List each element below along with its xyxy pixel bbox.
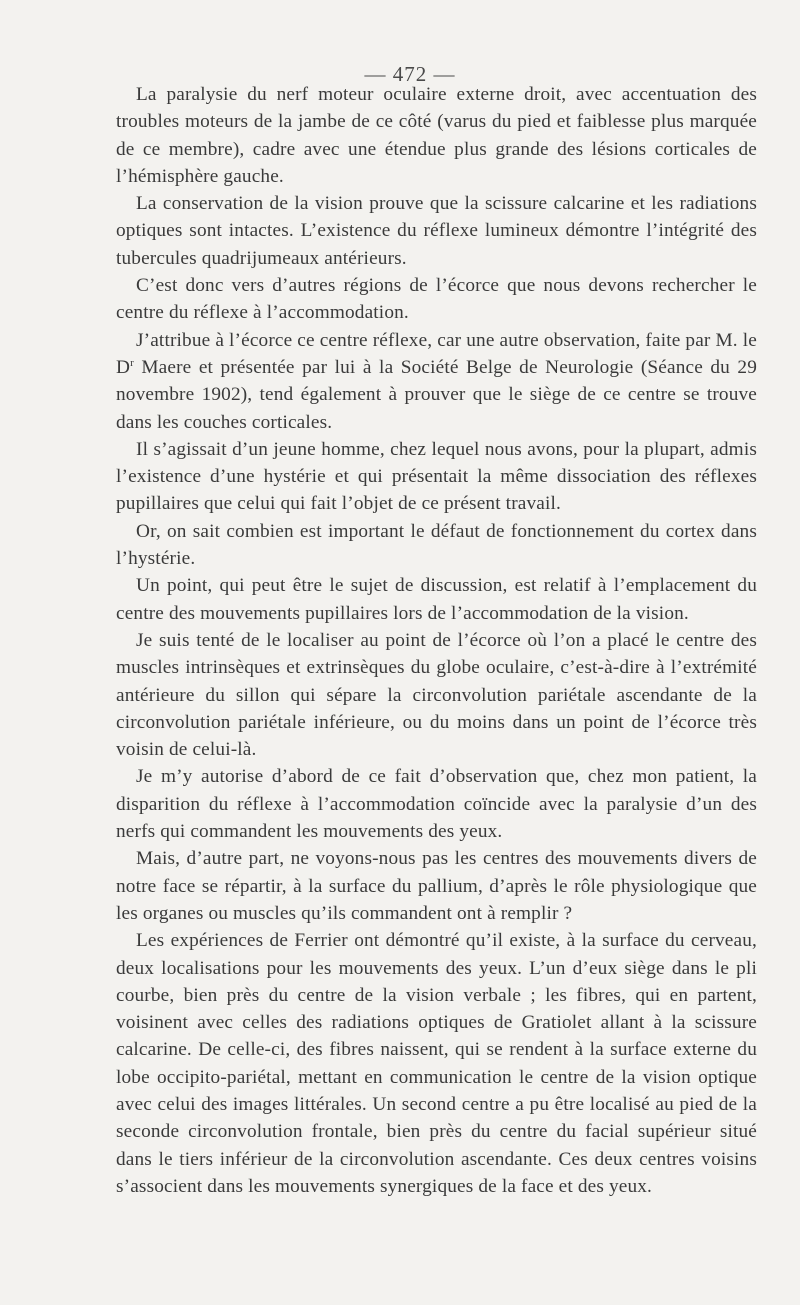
paragraph: Un point, qui peut être le sujet de discussion, est relatif à l’emplacement du centre des mouvements pupillaires lors de l’accommodation de la vision. <box>116 575 757 624</box>
paragraph: Mais, d’autre part, ne voyons-nous pas les centres des mouvements divers de notre face se répartir, à la surface du pallium, d’après le rôle physiologique que les organes ou muscles qu’ils commandent ont à remplir ? <box>116 848 757 924</box>
paragraph <box>116 327 757 436</box>
paragraph: Il s’agissait d’un jeune homme, chez lequel nous avons, pour la plupart, admis l’existence d’une hystérie et qui présentait la même dissociation des réflexes pupillaires que celui qui fait l’objet de ce présent travail. <box>116 438 757 515</box>
paragraph: La conservation de la vision prouve que la scissure calcarine et les radiations optiques sont intactes. L’existence du réflexe lumineux démontre l’intégrité des tubercules quadrijumeaux antérieurs. <box>116 193 757 269</box>
superscript: r <box>130 356 134 369</box>
page-number: — 472 — <box>364 62 456 86</box>
paragraph-text: Maere et présentée par lui à la Société Belge de Neurologie (Séance du 29 novembre 1902), tend également à prouver que le siège de ce centre se trouve dans les couches corticales. <box>116 356 757 433</box>
text-body <box>116 81 757 1200</box>
paragraph: Je suis tenté de le localiser au point de l’écorce où l’on a placé le centre des muscles intrinsèques et extrinsèques du globe oculaire, c’est-à-dire à l’extrémité antérieure du sillon qui sépare la circonvolution pariétale ascendante de la circonvolution pariétale inférieure, ou du moins dans un point de l’écorce très voisin de celui-là. <box>116 629 757 761</box>
paragraph-text: J’attribue à l’écorce ce centre réflexe, car une autre observation, faite par M. le D <box>116 329 757 378</box>
paragraph: C’est donc vers d’autres régions de l’écorce que nous devons rechercher le centre du réflexe à l’accommodation. <box>116 275 757 324</box>
paragraph: La paralysie du nerf moteur oculaire externe droit, avec accentuation des troubles moteurs de la jambe de ce côté (varus du pied et faiblesse plus marquée de ce membre), cadre avec une étendue plus grande des lésions corticales de l’hémisphère gauche. <box>116 84 757 187</box>
paragraph: Les expériences de Ferrier ont démontré qu’il existe, à la surface du cerveau, deux localisations pour les mouvements des yeux. L’un d’eux siège dans le pli courbe, bien près du centre de la vision verbale ; les fibres, qui en partent, voisinent avec celles des radiations optiques de Gratiolet allant à la scissure calcarine. De celle-ci, des fibres naissent, qui se rendent à la surface externe du lobe occipito-pariétal, mettant en communication le centre de la vision optique avec celui des images littérales. Un second centre a pu être localisé au pied de la seconde circonvolution frontale, bien près du centre du facial supérieur situé dans le tiers inférieur de la circonvolution ascendante. Ces deux centres voisins s’associent dans les mouvements synergiques de la face et des yeux. <box>116 930 757 1197</box>
paragraph: Or, on sait combien est important le défaut de fonctionnement du cortex dans l’hystérie. <box>116 520 757 570</box>
paragraph: Je m’y autorise d’abord de ce fait d’observation que, chez mon patient, la disparition du réflexe à l’accommodation coïncide avec la paralysie d’un des nerfs qui commandent les mouvements des yeux. <box>116 766 757 843</box>
